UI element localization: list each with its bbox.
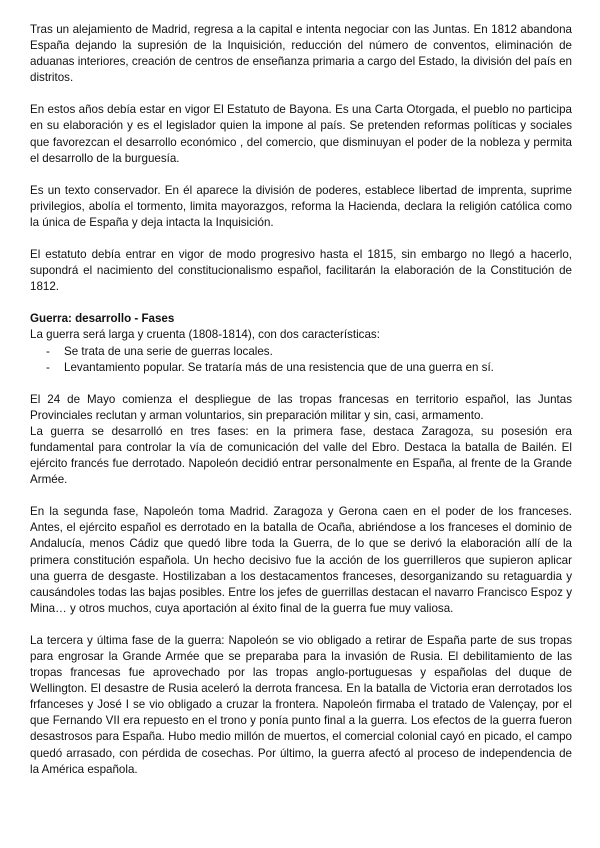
paragraph-despliegue: El 24 de Mayo comienza el despliegue de las tropas francesas en territorio español, las Juntas Provinciales reclutan y arman voluntarios, sin preparación militar y sin, casi, armamento.: [30, 392, 572, 422]
list-item: [30, 344, 572, 360]
section-heading: Guerra: desarrollo - Fases: [30, 312, 175, 326]
paragraph-juntas: Tras un alejamiento de Madrid, regresa a la capital e intenta negociar con las Juntas. En 1812 abandona España dejando la supresión de la Inquisición, reducción del número de conventos, eliminación de aduanas interiores, creación de centros de enseñanza primaria a cargo del Estado, la división del país en distritos.: [30, 23, 572, 85]
paragraph-estatuto-bayona: En estos años debía estar en vigor El Estatuto de Bayona. Es una Carta Otorgada, el pueblo no participa en su elaboración y es el legislador quien la impone al país. Se pretenden reformas políticas y sociales que favorezcan el desarrollo económico , del comercio, que disminuyan el poder de la nobleza y permita el desarrollo de la burguesía.: [30, 103, 572, 165]
document-page: [30, 22, 572, 778]
bullet-dash: -: [46, 344, 50, 358]
list-item-text: Levantamiento popular. Se trataría más de una resistencia que de una guerra en sí.: [64, 360, 494, 374]
paragraph-segunda-fase: En la segunda fase, Napoleón toma Madrid. Zaragoza y Gerona caen en el poder de los franceses. Antes, el ejército español es derrotado en la batalla de Ocaña, abriéndose a los franceses el dominio de Andalucía, menos Cádiz que quedó libre toda la Guerra, de lo que se derivó la elaboración allí de la primera constitución española. Un hecho decisivo fue la acción de los guerrilleros que supieron aplicar una guerra de desgaste. Hostilizaban a los destacamentos franceses, desorganizando su retaguardia y causándoles todas las bajas posibles. Entre los jefes de guerrillas destacan el navarro Francisco Espoz y Mina… y otros muchos, cuya aportación al éxito final de la guerra fue muy valiosa.: [30, 505, 572, 615]
paragraph-primera-fase: La guerra se desarrolló en tres fases: en la primera fase, destaca Zaragoza, su posesión era fundamental para controlar la vía de comunicación del valle del Ebro. Destaca la batalla de Bailén. El ejército francés fue derrotado. Napoleón decidió entrar personalmente en España, al frente de la Grande Armée.: [30, 424, 572, 487]
paragraph-texto-conservador: Es un texto conservador. En él aparece la división de poderes, establece libertad de imprenta, suprime privilegios, abolía el tormento, limita mayorazgos, reforma la Hacienda, declara la religión católica como la única de España y deja intacta la Inquisición.: [30, 183, 572, 229]
paragraph-tercera-fase: La tercera y última fase de la guerra: Napoleón se vio obligado a retirar de España parte de sus tropas para engrosar la Grande Armée que se preparaba para la invasión de Rusia. El debilitamiento de las tropas francesas fue aprovechado por las tropas anglo-portuguesas y españolas del duque de Wellington. El desastre de Rusia aceleró la derrota francesa. En la batalla de Victoria eran derrotados los frfanceses y José I se vio obligado a cruzar la frontera. Napoleón firmaba el tratado de Valençay, por el que Fernando VII era repuesto en el trono y ponía punto final a la guerra. Los efectos de la guerra fueron desastrosos para España. Hubo medio millón de muertos, el comercial colonial cayó en picado, el campo quedó arrasado, con pérdida de cosechas. Por último, la guerra afectó al proceso de independencia de la América española.: [30, 633, 572, 776]
paragraph-entrada-vigor: El estatuto debía entrar en vigor de modo progresivo hasta el 1815, sin embargo no llegó a hacerlo, supondrá el nacimiento del constitucionalismo español, facilitarán la elaboración de la Constitución de 1812.: [30, 248, 572, 294]
section-lead: La guerra será larga y cruenta (1808-1814), con dos características:: [30, 328, 380, 342]
list-item: [30, 360, 572, 376]
characteristics-list: [30, 344, 572, 376]
bullet-dash: -: [46, 360, 50, 374]
list-item-text: Se trata de una serie de guerras locales.: [64, 344, 273, 358]
